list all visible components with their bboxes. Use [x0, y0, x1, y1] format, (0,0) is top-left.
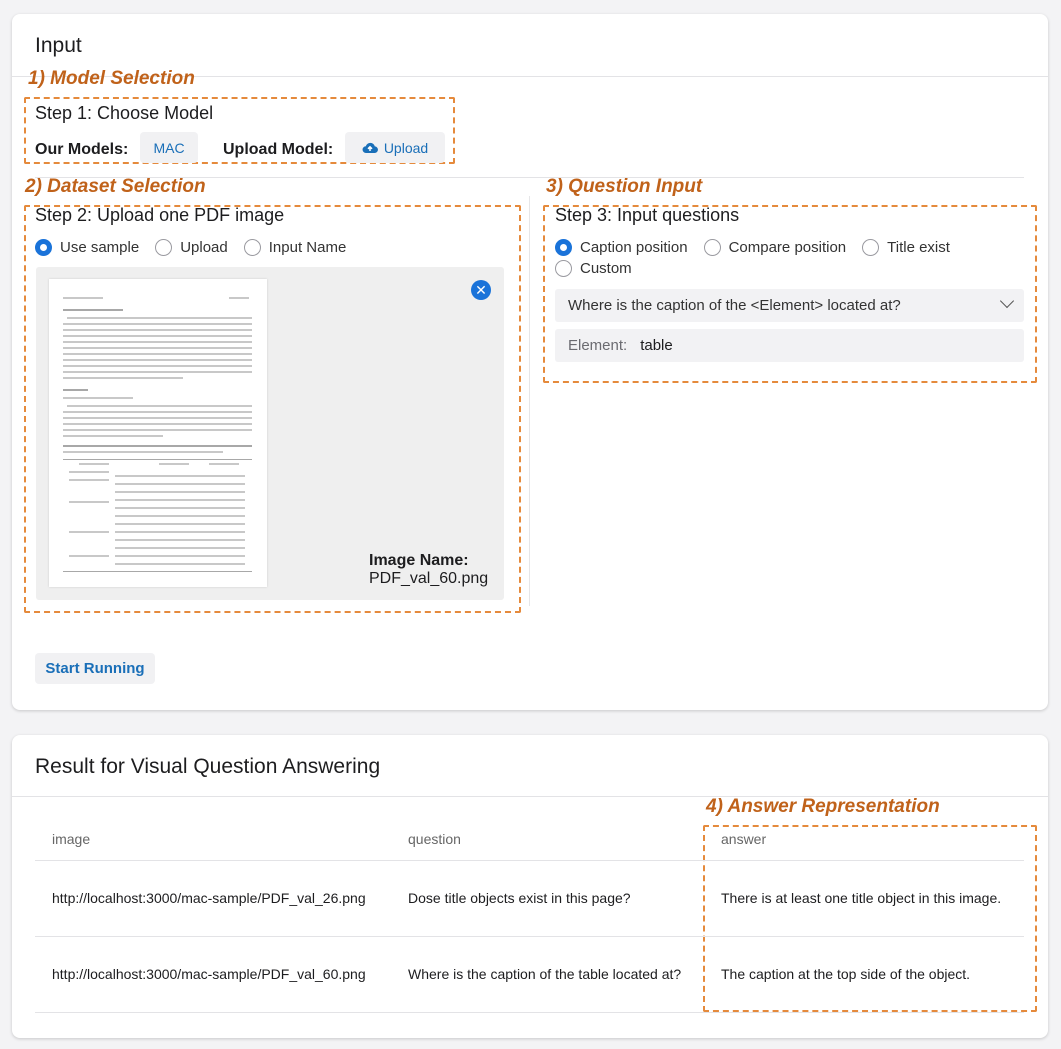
radio-title-exist[interactable] [862, 239, 950, 256]
step1-title: Step 1: Choose Model [35, 103, 214, 123]
upload-model-label: Upload Model: [223, 141, 334, 158]
column-header-question: question [391, 819, 704, 860]
element-field[interactable] [555, 329, 1024, 362]
radio-custom-circle[interactable] [555, 260, 572, 277]
element-label: Element: [568, 337, 628, 354]
radio-title-exist-label: Title exist [887, 239, 950, 256]
result-card [12, 735, 1048, 1038]
image-name-label: Image Name: [369, 552, 469, 569]
cell-question: Where is the caption of the table located at? [391, 936, 704, 1012]
column-header-image: image [35, 819, 391, 860]
radio-input-name-label: Input Name [268, 239, 347, 256]
cloud-upload-icon [362, 141, 378, 154]
step2-title: Step 2: Upload one PDF image [35, 205, 285, 225]
radio-compare-position[interactable] [704, 239, 847, 256]
radio-use-sample-label: Use sample [60, 239, 140, 256]
radio-compare-position-circle[interactable] [704, 239, 721, 256]
step3-radio-group-row2 [555, 260, 648, 277]
annotation-dataset-selection: 2) Dataset Selection [25, 176, 206, 197]
annotation-model-selection: 1) Model Selection [28, 68, 195, 89]
radio-input-name-circle[interactable] [244, 239, 261, 256]
step2-radio-group [35, 239, 362, 256]
radio-caption-position-circle[interactable] [555, 239, 572, 256]
radio-custom[interactable] [555, 260, 632, 277]
radio-input-name[interactable] [244, 239, 347, 256]
radio-upload-circle[interactable] [155, 239, 172, 256]
image-name-value: PDF_val_60.png [369, 570, 489, 587]
radio-upload-label: Upload [180, 239, 228, 256]
cell-image: http://localhost:3000/mac-sample/PDF_val_26.png [35, 860, 391, 936]
table-row [35, 936, 1024, 1012]
table-header-row [35, 819, 1024, 860]
our-models-label: Our Models: [35, 141, 129, 158]
radio-upload[interactable] [155, 239, 228, 256]
cell-answer: The caption at the top side of the object. [704, 936, 1024, 1012]
column-separator [529, 196, 530, 606]
cell-answer: There is at least one title object in this image. [704, 860, 1024, 936]
column-header-answer: answer [704, 819, 1024, 860]
annotation-answer-representation: 4) Answer Representation [706, 796, 940, 817]
element-input[interactable]: table [640, 337, 673, 354]
close-icon[interactable]: ✕ [471, 280, 491, 300]
question-select-value: Where is the caption of the <Element> located at? [568, 297, 901, 314]
step3-title: Step 3: Input questions [555, 205, 740, 225]
radio-use-sample[interactable] [35, 239, 139, 256]
question-select[interactable] [555, 289, 1024, 322]
input-card [12, 14, 1048, 710]
upload-button-label: Upload [383, 139, 429, 156]
image-preview [36, 267, 504, 600]
result-card-title: Result for Visual Question Answering [35, 755, 381, 778]
radio-use-sample-circle[interactable] [35, 239, 52, 256]
input-card-title: Input [35, 34, 82, 57]
radio-caption-position-label: Caption position [580, 239, 688, 256]
model-mac-button[interactable]: MAC [140, 132, 198, 163]
chevron-down-icon [1000, 294, 1014, 308]
step3-radio-group [555, 239, 966, 256]
radio-caption-position[interactable] [555, 239, 688, 256]
upload-model-button[interactable] [345, 132, 445, 163]
radio-custom-label: Custom [580, 260, 632, 277]
annotation-question-input: 3) Question Input [546, 176, 703, 197]
table-row [35, 860, 1024, 936]
radio-title-exist-circle[interactable] [862, 239, 879, 256]
radio-compare-position-label: Compare position [728, 239, 847, 256]
start-running-button[interactable]: Start Running [35, 653, 155, 684]
cell-question: Dose title objects exist in this page? [391, 860, 704, 936]
pdf-thumbnail [49, 279, 267, 587]
results-table [35, 819, 1024, 1013]
cell-image: http://localhost:3000/mac-sample/PDF_val_60.png [35, 936, 391, 1012]
